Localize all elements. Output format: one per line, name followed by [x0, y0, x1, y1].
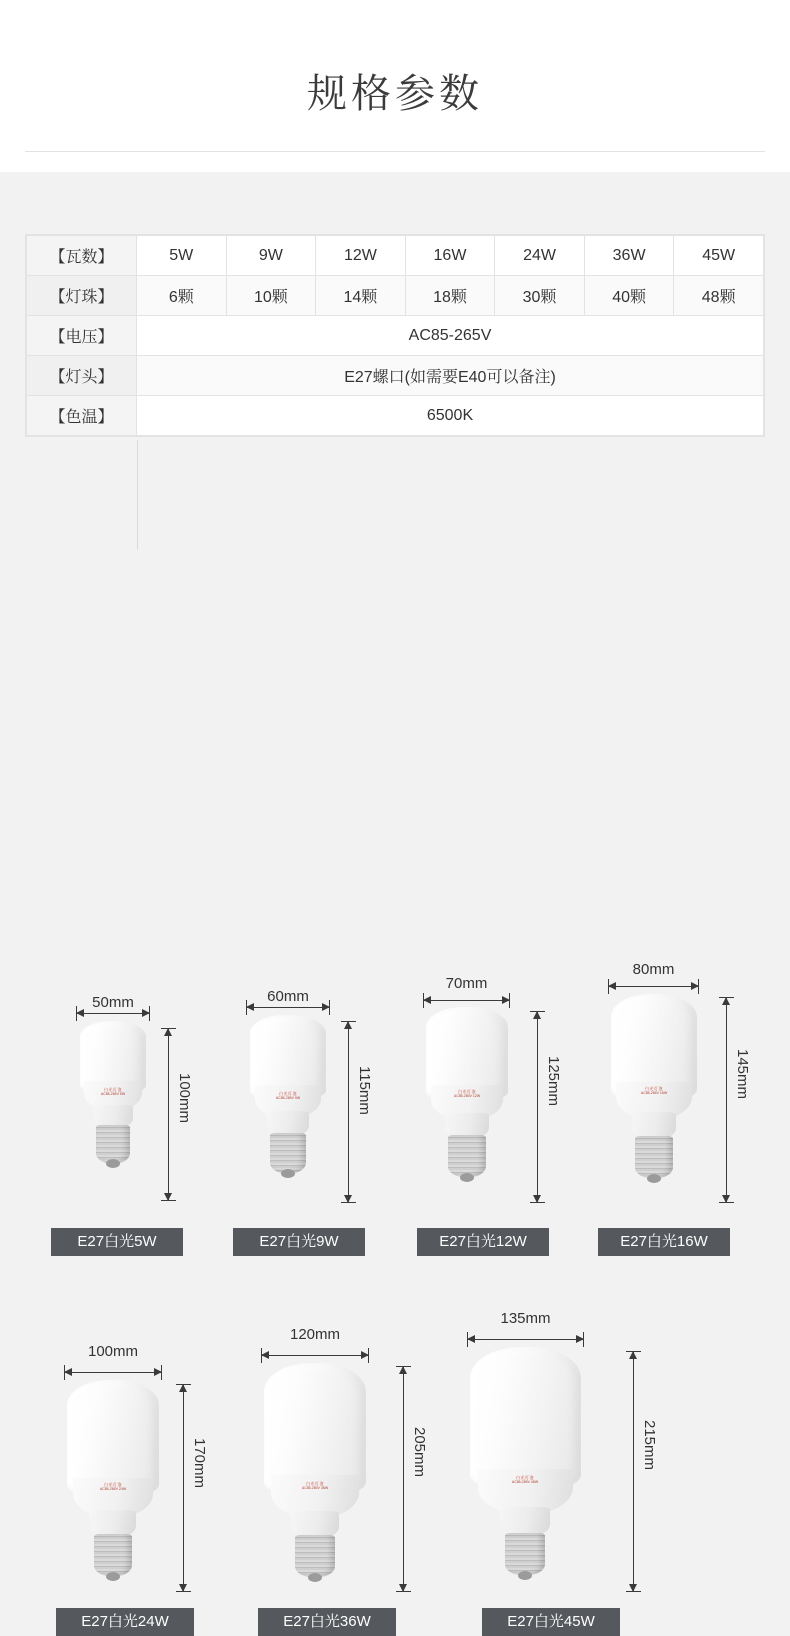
cell-led-6: 40颗 — [584, 276, 674, 316]
width-dimension-line-12w — [423, 1000, 510, 1001]
bulb-print-line1-24w: 白光灯泡 — [104, 1482, 122, 1487]
row-label-voltage: 【电压】 — [27, 316, 137, 356]
cell-color-temp-value: 6500K — [137, 396, 764, 436]
row-label-led-count: 【灯珠】 — [27, 276, 137, 316]
table-row-led-count — [27, 276, 764, 316]
width-dimension-line-5w — [76, 1013, 150, 1014]
cell-base-value: E27螺口(如需要E40可以备注) — [137, 356, 764, 396]
cell-led-3: 14颗 — [316, 276, 406, 316]
bulb-illustration-5w — [76, 1021, 150, 1211]
cell-led-5: 30颗 — [495, 276, 585, 316]
bulb-print-line2-9w: AC85-265V 9W — [275, 1096, 301, 1100]
decorative-hairline — [137, 440, 138, 550]
bulb-caption-9w: E27白光9W — [233, 1228, 365, 1256]
cell-wattage-5: 24W — [495, 236, 585, 276]
height-label-5w: 100mm — [176, 1073, 193, 1124]
cell-led-2: 10颗 — [226, 276, 316, 316]
table-row-voltage — [27, 316, 764, 356]
table-row-color-temp — [27, 396, 764, 436]
height-dimension-line-9w — [348, 1021, 349, 1203]
bulb-print-line2-16w: AC85-265V 16W — [640, 1091, 668, 1095]
bulb-print-line2-12w: AC85-265V 12W — [453, 1094, 481, 1098]
width-label-45w: 135mm — [500, 1310, 551, 1327]
bulb-print-line1-45w: 白光灯泡 — [516, 1475, 534, 1480]
cell-wattage-6: 36W — [584, 236, 674, 276]
bulb-illustration-45w — [467, 1347, 584, 1595]
width-label-24w: 100mm — [87, 1343, 139, 1360]
cell-led-4: 18颗 — [405, 276, 495, 316]
bulb-illustration-36w — [261, 1363, 369, 1595]
height-label-12w: 125mm — [545, 1056, 562, 1107]
spec-table-container — [25, 234, 765, 437]
width-label-9w: 60mm — [267, 988, 309, 1005]
bulb-caption-36w: E27白光36W — [258, 1608, 396, 1636]
bulb-caption-16w: E27白光16W — [598, 1228, 730, 1256]
width-dimension-line-24w — [64, 1372, 162, 1373]
height-dimension-line-45w — [633, 1351, 634, 1592]
bulb-print-line1-36w: 白光灯泡 — [306, 1481, 324, 1486]
cell-led-1: 6颗 — [137, 276, 227, 316]
width-label-16w: 80mm — [632, 961, 675, 978]
bulb-caption-24w: E27白光24W — [56, 1608, 194, 1636]
height-label-36w: 205mm — [411, 1427, 428, 1478]
width-dimension-line-45w — [467, 1339, 584, 1340]
bulb-print-line2-5w: AC85-265V 5W — [100, 1092, 126, 1096]
width-dimension-line-16w — [608, 986, 699, 987]
height-dimension-line-5w — [168, 1028, 169, 1201]
bulb-caption-45w: E27白光45W — [482, 1608, 620, 1636]
row-label-base: 【灯头】 — [27, 356, 137, 396]
bulb-print-line1-16w: 白光灯泡 — [645, 1086, 663, 1091]
bulb-print-line2-36w: AC85-265V 36W — [301, 1486, 329, 1490]
cell-wattage-4: 16W — [405, 236, 495, 276]
cell-wattage-2: 9W — [226, 236, 316, 276]
bulb-print-line2-45w: AC85-265V 45W — [511, 1480, 539, 1484]
height-dimension-line-36w — [403, 1366, 404, 1592]
bulb-print-line1-9w: 白光灯泡 — [279, 1091, 297, 1096]
height-dimension-line-16w — [726, 997, 727, 1203]
width-dimension-line-9w — [246, 1007, 330, 1008]
cell-wattage-7: 45W — [674, 236, 764, 276]
bulb-print-line2-24w: AC85-265V 24W — [99, 1487, 127, 1491]
width-dimension-line-36w — [261, 1355, 369, 1356]
height-label-24w: 170mm — [191, 1438, 208, 1489]
height-dimension-line-12w — [537, 1011, 538, 1203]
height-label-9w: 115mm — [356, 1066, 373, 1115]
cell-voltage-value: AC85-265V — [137, 316, 764, 356]
page-header — [0, 0, 790, 172]
bulb-print-line1-5w: 白光灯泡 — [104, 1087, 122, 1092]
bulb-illustration-16w — [608, 994, 699, 1211]
cell-led-7: 48颗 — [674, 276, 764, 316]
bulb-caption-5w: E27白光5W — [51, 1228, 183, 1256]
spec-table — [26, 235, 764, 436]
table-row-wattage — [27, 236, 764, 276]
table-row-base — [27, 356, 764, 396]
row-label-color-temp: 【色温】 — [27, 396, 137, 436]
bulb-caption-12w: E27白光12W — [417, 1228, 549, 1256]
height-label-45w: 215mm — [641, 1420, 658, 1471]
height-dimension-line-24w — [183, 1384, 184, 1592]
cell-wattage-1: 5W — [137, 236, 227, 276]
width-label-12w: 70mm — [445, 975, 488, 992]
width-label-5w: 50mm — [92, 994, 134, 1011]
height-label-16w: 145mm — [734, 1049, 751, 1100]
bulb-illustration-24w — [64, 1380, 162, 1595]
cell-wattage-3: 12W — [316, 236, 406, 276]
page-title: 规格参数 — [307, 72, 483, 116]
header-divider — [25, 151, 765, 152]
bulb-illustration-12w — [423, 1007, 510, 1211]
width-label-36w: 120mm — [289, 1326, 341, 1343]
bulb-illustration-9w — [246, 1015, 330, 1211]
row-label-wattage: 【瓦数】 — [27, 236, 137, 276]
bulb-print-line1-12w: 白光灯泡 — [458, 1089, 476, 1094]
